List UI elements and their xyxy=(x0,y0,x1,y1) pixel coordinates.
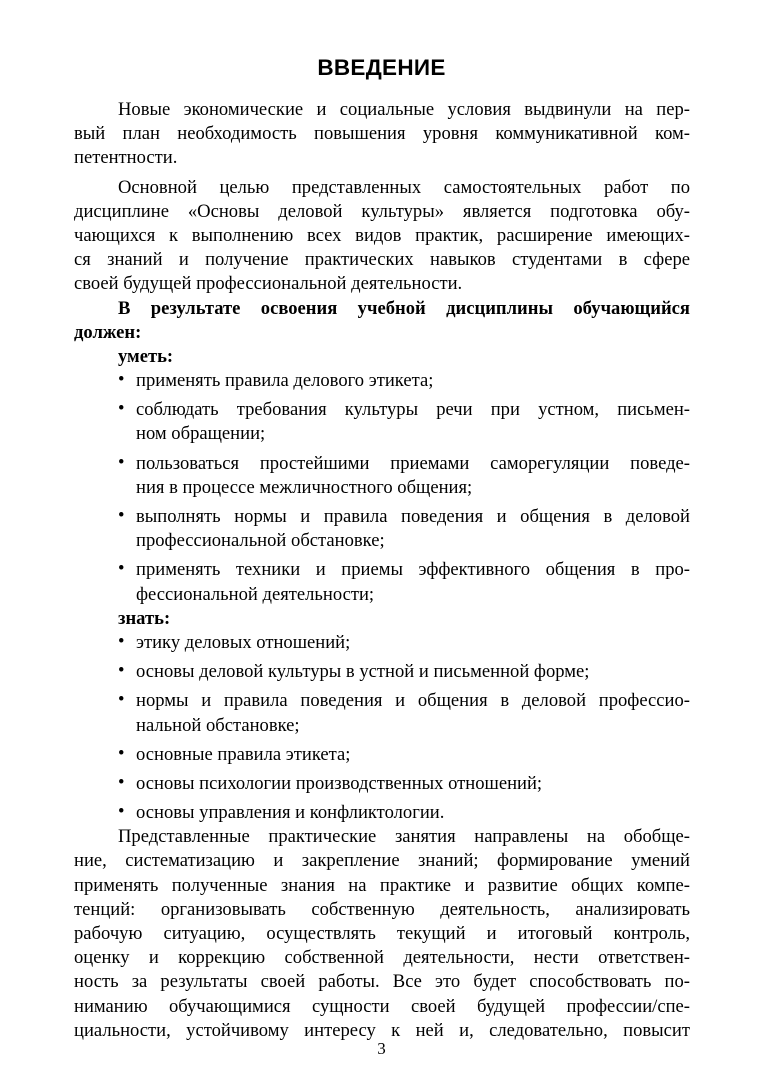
text-line: применять техники и приемы эффективного общения в про- xyxy=(136,559,690,581)
text-line: В результате освоения учебной дисциплины обучающийся xyxy=(118,297,690,319)
text-line: ния в процессе межличностного общения; xyxy=(136,476,473,498)
text-line: своей будущей профессиональной деятельности. xyxy=(74,273,463,295)
list-item xyxy=(74,398,690,446)
text-line: нальной обстановке; xyxy=(136,714,300,736)
list-item xyxy=(74,452,690,500)
list-item xyxy=(74,801,690,825)
list-item xyxy=(74,631,690,655)
list-item xyxy=(74,772,690,796)
paragraph-intro xyxy=(74,98,690,171)
skills-label: уметь: xyxy=(118,345,174,367)
text-line: фессиональной деятельности; xyxy=(136,583,375,605)
text-line: циальности, устойчивому интересу к ней и, следовательно, повысит xyxy=(74,1019,690,1041)
list-item xyxy=(74,660,690,684)
text-line: нормы и правила поведения и общения в деловой профессио- xyxy=(136,690,690,712)
text-line: оценку и коррекцию собственной деятельности, нести ответствен- xyxy=(74,947,690,969)
bullet-icon: • xyxy=(118,369,125,391)
text-line: основы управления и конфликтологии. xyxy=(136,802,445,824)
paragraph-conclusion xyxy=(74,825,690,1043)
text-line: рабочую ситуацию, осуществлять текущий и итоговый контроль, xyxy=(74,923,690,944)
list-item xyxy=(74,689,690,737)
list-item xyxy=(74,558,690,606)
text-line: выполнять нормы и правила поведения и общения в деловой xyxy=(136,506,690,527)
text-line: применять правила делового этикета; xyxy=(136,370,434,392)
bullet-icon: • xyxy=(118,689,125,711)
text-line: основные правила этикета; xyxy=(136,743,351,765)
bullet-icon: • xyxy=(118,505,125,526)
bullet-icon: • xyxy=(118,630,125,652)
bullet-icon: • xyxy=(118,451,125,473)
text-line: Основной целью представленных самостоятельных работ по xyxy=(118,176,690,198)
knowledge-list xyxy=(74,631,690,825)
bullet-icon: • xyxy=(118,801,125,823)
text-line: основы психологии производственных отношений; xyxy=(136,772,543,794)
text-line: вый план необходимость повышения уровня коммуникативной ком- xyxy=(74,123,690,145)
text-line: чающихся к выполнению всех видов практик, расширение имеющих- xyxy=(74,224,690,246)
text-line: Представленные практические занятия направлены на обобще- xyxy=(118,826,690,848)
text-line: должен: xyxy=(74,321,142,343)
text-line: основы деловой культуры в устной и письменной форме; xyxy=(136,661,590,683)
paragraph-outcome xyxy=(74,297,690,345)
text-line: Новые экономические и социальные условия выдвинули на пер- xyxy=(118,99,690,120)
text-line: применять полученные знания на практике и развитие общих компе- xyxy=(74,874,690,896)
text-line: этику деловых отношений; xyxy=(136,631,351,653)
skills-list xyxy=(74,369,690,607)
text-line: ном обращении; xyxy=(136,423,266,445)
paragraph-goal xyxy=(74,176,690,297)
list-item xyxy=(74,743,690,767)
text-line: соблюдать требования культуры речи при устном, письмен- xyxy=(136,399,690,421)
bullet-icon: • xyxy=(118,660,125,682)
text-line: ность за результаты своей работы. Все это будет способствовать по- xyxy=(74,971,690,993)
page-number: 3 xyxy=(377,1039,386,1058)
bullet-icon: • xyxy=(118,742,125,764)
text-line: ниманию обучающимися сущности своей будущей профессии/спе- xyxy=(74,995,690,1017)
page-title: ВВЕДЕНИЕ xyxy=(317,55,446,80)
text-line: ся знаний и получение практических навыков студентами в сфере xyxy=(74,249,690,271)
list-item xyxy=(74,369,690,393)
bullet-icon: • xyxy=(118,558,125,580)
list-item xyxy=(74,505,690,553)
text-line: профессиональной обстановке; xyxy=(136,530,385,552)
knowledge-label: знать: xyxy=(118,607,171,629)
text-line: дисциплине «Основы деловой культуры» является подготовка обу- xyxy=(74,200,690,222)
text-line: петентности. xyxy=(74,147,178,169)
text-line: ние, систематизацию и закрепление знаний; формирование умений xyxy=(74,850,690,872)
text-line: тенций: организовывать собственную деятельность, анализировать xyxy=(74,898,690,920)
bullet-icon: • xyxy=(118,398,125,420)
text-line: пользоваться простейшими приемами саморегуляции поведе- xyxy=(136,452,690,474)
bullet-icon: • xyxy=(118,771,125,793)
page-body xyxy=(74,98,690,1043)
